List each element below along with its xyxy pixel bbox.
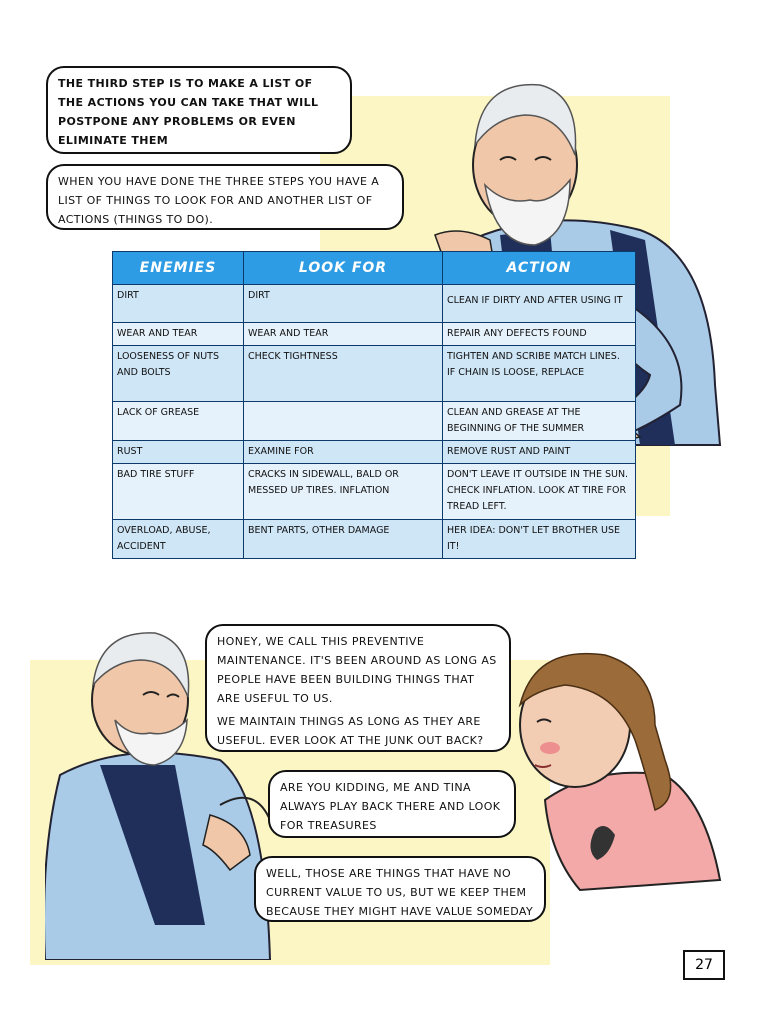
table-row [113, 323, 636, 346]
table-row [113, 402, 636, 441]
table-cell: HER IDEA: DON'T LET BROTHER USE IT! [443, 520, 636, 559]
table-cell: CRACKS IN SIDEWALL, BALD OR MESSED UP TIRES. INFLATION [244, 464, 443, 520]
table-cell: DIRT [244, 285, 443, 323]
table-row [113, 441, 636, 464]
girl-illustration [505, 650, 730, 895]
speech-text: THE THIRD STEP IS TO MAKE A LIST OF THE ACTIONS YOU CAN TAKE THAT WILL POSTPONE ANY PROBLEMS OR EVEN ELIMINATE THEM [58, 77, 319, 147]
page-number: 27 [683, 950, 725, 980]
speech-text: ARE YOU KIDDING, ME AND TINA ALWAYS PLAY BACK THERE AND LOOK FOR TREASURES [280, 781, 501, 832]
speech-bubble-third-step [46, 66, 352, 154]
column-header-enemies: ENEMIES [113, 252, 244, 285]
speech-text: HONEY, WE CALL THIS PREVENTIVE MAINTENANCE. IT'S BEEN AROUND AS LONG AS PEOPLE HAVE BEEN BUILDING THINGS THAT ARE USEFUL TO US. [217, 635, 497, 705]
table-row [113, 464, 636, 520]
table-row [113, 285, 636, 323]
table-cell: BAD TIRE STUFF [113, 464, 244, 520]
speech-text: WELL, THOSE ARE THINGS THAT HAVE NO CURRENT VALUE TO US, BUT WE KEEP THEM BECAUSE THEY MIGHT HAVE VALUE SOMEDAY [266, 867, 534, 918]
table-cell: WEAR AND TEAR [244, 323, 443, 346]
table-cell: CHECK TIGHTNESS [244, 346, 443, 402]
table-cell: LACK OF GREASE [113, 402, 244, 441]
table-cell: CLEAN IF DIRTY AND AFTER USING IT [443, 285, 636, 323]
table-cell: BENT PARTS, OTHER DAMAGE [244, 520, 443, 559]
speech-bubble-preventive-maintenance [205, 624, 511, 752]
table-cell: WEAR AND TEAR [113, 323, 244, 346]
table-cell [244, 402, 443, 441]
table-cell: OVERLOAD, ABUSE, ACCIDENT [113, 520, 244, 559]
table-cell: RUST [113, 441, 244, 464]
table-cell: CLEAN AND GREASE AT THE BEGINNING OF THE SUMMER [443, 402, 636, 441]
table-cell: LOOSENESS OF NUTS AND BOLTS [113, 346, 244, 402]
column-header-action: ACTION [443, 252, 636, 285]
table-cell: EXAMINE FOR [244, 441, 443, 464]
table-header-row [113, 252, 636, 285]
table-cell: DON'T LEAVE IT OUTSIDE IN THE SUN. CHECK INFLATION. LOOK AT TIRE FOR TREAD LEFT. [443, 464, 636, 520]
table-cell: TIGHTEN AND SCRIBE MATCH LINES. IF CHAIN IS LOOSE, REPLACE [443, 346, 636, 402]
column-header-look-for: LOOK FOR [244, 252, 443, 285]
table-row [113, 346, 636, 402]
speech-bubble-treasures [268, 770, 516, 838]
maintenance-table [112, 251, 636, 559]
speech-text: WE MAINTAIN THINGS AS LONG AS THEY ARE USEFUL. EVER LOOK AT THE JUNK OUT BACK? [217, 715, 484, 747]
speech-text: WHEN YOU HAVE DONE THE THREE STEPS YOU HAVE A LIST OF THINGS TO LOOK FOR AND ANOTHER LIST OF ACTIONS (THINGS TO DO). [58, 175, 380, 226]
table-cell: REMOVE RUST AND PAINT [443, 441, 636, 464]
table-row [113, 520, 636, 559]
table-cell: REPAIR ANY DEFECTS FOUND [443, 323, 636, 346]
table-cell: DIRT [113, 285, 244, 323]
speech-bubble-three-steps [46, 164, 404, 230]
speech-bubble-value-someday [254, 856, 546, 922]
